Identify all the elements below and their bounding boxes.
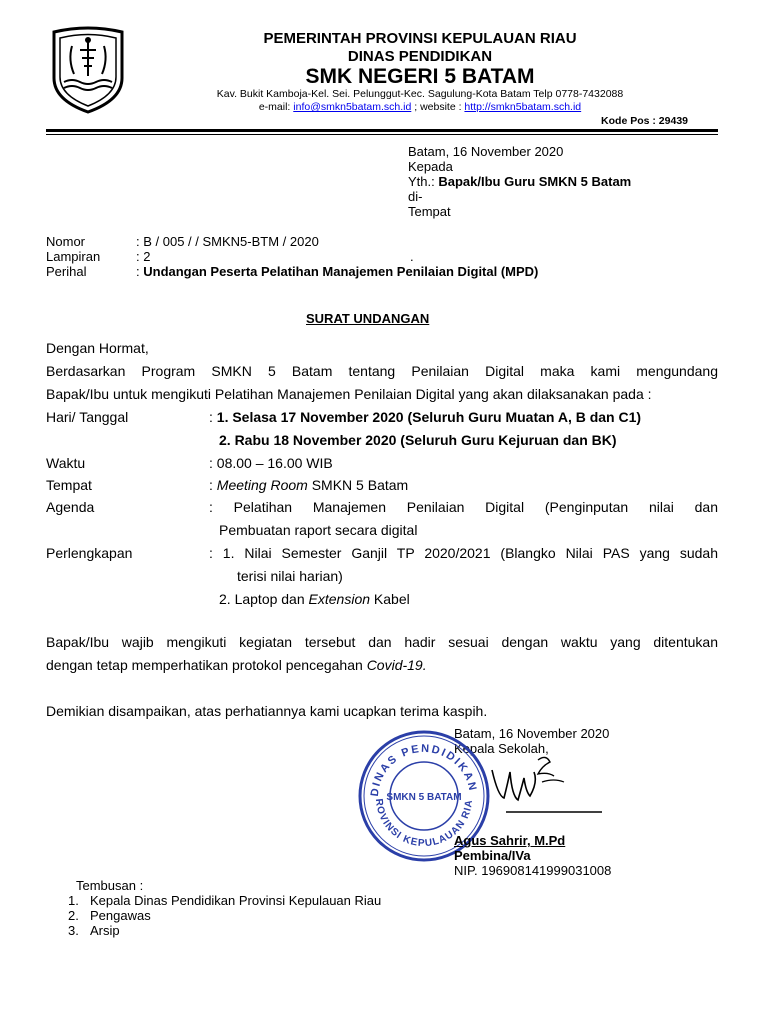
lampiran-label: Lampiran (46, 249, 101, 264)
agenda-line2: Pembuatan raport secara digital (219, 522, 418, 538)
letterhead-divider-thin (46, 134, 718, 135)
signer-nip: NIP. 196908141999031008 (454, 863, 612, 878)
perihal-line (136, 264, 538, 279)
closing: Demikian disampaikan, atas perhatiannya kami ucapkan terima kaspih. (46, 703, 488, 719)
tembusan-text: Arsip (90, 923, 120, 938)
email-label: e-mail: (258, 101, 294, 113)
recipient-to: Kepada (408, 159, 453, 174)
waktu-value: : 08.00 – 16.00 WIB (209, 455, 333, 471)
para2-line2 (46, 657, 427, 673)
stamp-top-text: DINAS PENDIDIKAN (368, 742, 479, 798)
perlengkapan-line1: : 1. Nilai Semester Ganjil TP 2020/2021 (Blangko Nilai PAS yang sudah (209, 545, 718, 561)
perlengkapan-label: Perlengkapan (46, 545, 133, 561)
signature-date: Batam, 16 November 2020 (454, 726, 610, 741)
recipient-name-line (408, 174, 631, 189)
tembusan-title: Tembusan : (76, 878, 144, 893)
lampiran-value: : 2 (136, 249, 151, 264)
recipient-name: Bapak/Ibu Guru SMKN 5 Batam (438, 174, 632, 189)
perl-line3-italic: Extension (308, 591, 371, 607)
hari-colon: : (209, 409, 217, 425)
hari-label: Hari/ Tanggal (46, 409, 129, 425)
tembusan-number: 3. (68, 923, 79, 938)
waktu-label: Waktu (46, 455, 86, 471)
agenda-label: Agenda (46, 499, 95, 515)
perl-line3-a: 2. Laptop dan (219, 591, 309, 607)
hari-line1 (209, 409, 641, 425)
signer-rank: Pembina/IVa (454, 848, 531, 863)
provincial-emblem (50, 26, 126, 114)
greeting: Dengan Hormat, (46, 340, 149, 356)
lampiran-dot: . (410, 249, 414, 264)
emblem-shield-icon (50, 26, 126, 114)
recipient-date: Batam, 16 November 2020 (408, 144, 564, 159)
para1-line2: Bapak/Ibu untuk mengikuti Pelatihan Manajemen Penilaian Digital yang akan dilaksanakan pada : (46, 386, 652, 402)
perlengkapan-line3 (219, 591, 410, 607)
letterhead-dept: DINAS PENDIDIKAN (347, 48, 493, 65)
nomor-value: : B / 005 / / SMKN5-BTM / 2020 (136, 234, 319, 249)
tempat-italic: Meeting Room (216, 477, 308, 493)
tempat-value (209, 477, 408, 493)
tembusan-item (68, 908, 151, 923)
tembusan-number: 2. (68, 908, 79, 923)
para1-line1: Berdasarkan Program SMKN 5 Batam tentang Penilaian Digital maka kami mengundang (46, 363, 718, 379)
handwritten-signature (446, 752, 606, 822)
tempat-label: Tempat (46, 477, 92, 493)
letterhead-contact (130, 101, 710, 113)
signature-title: Kepala Sekolah, (454, 741, 549, 756)
tembusan-number: 1. (68, 893, 79, 908)
perihal-value: Undangan Peserta Pelatihan Manajemen Penilaian Digital (MPD) (143, 264, 539, 279)
perlengkapan-line2: terisi nilai harian) (237, 568, 343, 584)
para2-line2-italic: Covid-19. (366, 657, 427, 673)
hari-date-1: 1. Selasa 17 November 2020 (Seluruh Guru Muatan A, B dan C1) (216, 409, 642, 425)
letter-heading: SURAT UNDANGAN (306, 311, 430, 326)
tembusan-text: Kepala Dinas Pendidikan Provinsi Kepulauan Riau (90, 893, 382, 908)
recipient-di: di- (408, 189, 423, 204)
tembusan-text: Pengawas (90, 908, 151, 923)
letterhead-divider (46, 129, 718, 132)
letterhead-school: SMK NEGERI 5 BATAM (305, 65, 535, 88)
signer-name: Agus Sahrir, M.Pd (454, 833, 566, 848)
perihal-colon: : (136, 264, 144, 279)
hari-date-2: 2. Rabu 18 November 2020 (Seluruh Guru Kejuruan dan BK) (219, 432, 617, 448)
letterhead-address: Kav. Bukit Kamboja-Kel. Sei. Pelunggut-Kec. Sagulung-Kota Batam Telp 0778-7432088 (216, 88, 624, 100)
tempat-rest: SMKN 5 Batam (307, 477, 409, 493)
perl-line3-b: Kabel (370, 591, 410, 607)
signature-scribble-icon (446, 752, 606, 822)
email-link[interactable]: info@smkn5batam.sch.id (293, 101, 412, 113)
website-link[interactable]: http://smkn5batam.sch.id (464, 101, 582, 113)
stamp-bottom-text: ROVINSI KEPULAUAN RIA (372, 798, 476, 850)
tembusan-item (68, 923, 120, 938)
nomor-label: Nomor (46, 234, 86, 249)
recipient-place: Tempat (408, 204, 451, 219)
para2-line2-a: dengan tetap memperhatikan protokol pencegahan (46, 657, 367, 673)
tempat-colon: : (209, 477, 217, 493)
stamp-center-text: SMKN 5 BATAM (386, 792, 462, 803)
yth-label: Yth.: (408, 174, 439, 189)
agenda-line1: : Pelatihan Manajemen Penilaian Digital (Penginputan nilai dan (209, 499, 718, 515)
postal-code: Kode Pos : 29439 (601, 115, 688, 127)
perihal-label: Perihal (46, 264, 87, 279)
para2-line1: Bapak/Ibu wajib mengikuti kegiatan tersebut dan hadir sesuai dengan waktu yang ditentukan (46, 634, 718, 650)
website-label: ; website : (411, 101, 465, 113)
tembusan-item (68, 893, 381, 908)
letterhead-gov: PEMERINTAH PROVINSI KEPULAUAN RIAU (263, 30, 577, 47)
